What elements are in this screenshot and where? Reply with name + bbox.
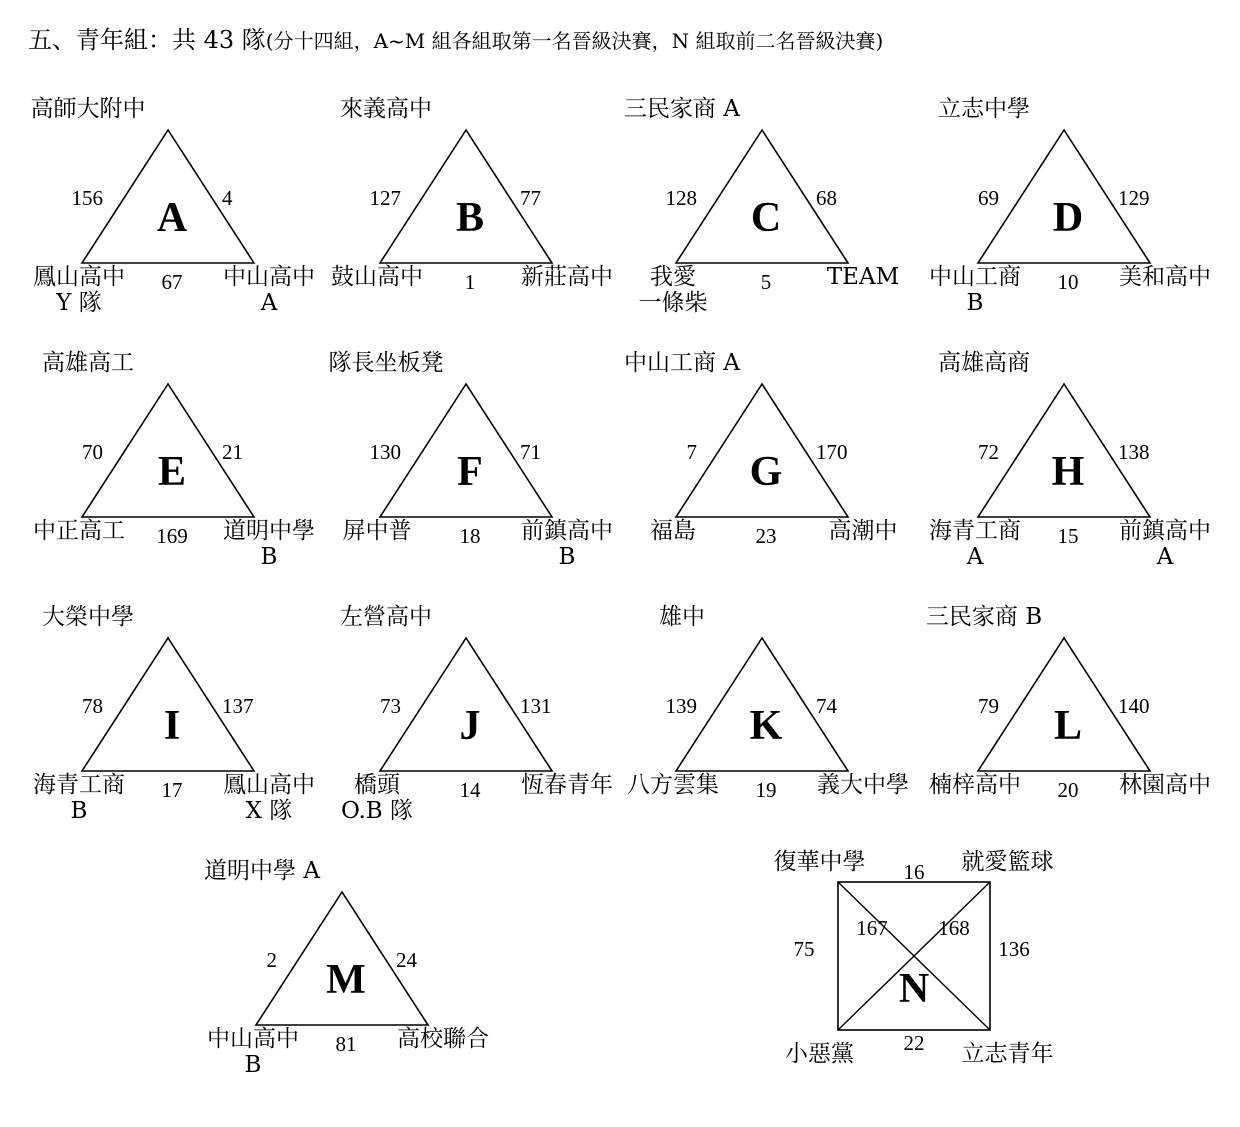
left-team-line1: 中山工商 — [929, 264, 1021, 290]
left-team-line1: 八方雲集 — [627, 772, 719, 798]
group-letter: F — [457, 449, 483, 495]
left-team — [618, 518, 728, 544]
group-top-team: 隊長坐板凳 — [328, 350, 444, 376]
left-edge-label: 78 — [82, 694, 103, 718]
right-team-line1: 美和高中 — [1119, 264, 1211, 290]
left-edge-label: 72 — [978, 440, 999, 464]
bottom-edge-label: 67 — [161, 270, 183, 294]
group-a — [4, 90, 315, 330]
bottom-edge-label: 169 — [156, 524, 188, 548]
left-team-line1: 楠梓高中 — [929, 772, 1021, 798]
group-letter: M — [326, 957, 366, 1003]
left-team — [920, 264, 1030, 316]
right-edge-label: 131 — [520, 694, 552, 718]
group-top-team: 雄中 — [659, 604, 705, 630]
group-e — [4, 344, 315, 584]
group-n-diag-right-label: 168 — [938, 916, 970, 940]
right-edge-label: 138 — [1118, 440, 1150, 464]
group-letter: A — [156, 195, 188, 241]
group-letter: L — [1053, 703, 1082, 749]
bottom-edge-label: 10 — [1057, 270, 1079, 294]
group-n-bottom-left-team: 小惡黨 — [785, 1041, 854, 1067]
bottom-edge-label: 17 — [161, 778, 183, 802]
left-team-line1: 鼓山高中 — [331, 264, 423, 290]
group-f — [302, 344, 613, 584]
group-top-team: 高雄高工 — [42, 350, 134, 376]
right-team-line1: TEAM — [826, 264, 900, 290]
right-edge-label: 4 — [222, 186, 233, 210]
left-edge-label: 7 — [686, 440, 697, 464]
group-h — [900, 344, 1211, 584]
right-team-line1: 前鎮高中 — [521, 518, 613, 544]
right-team — [388, 1026, 498, 1052]
group-d — [900, 90, 1211, 330]
left-team-line1: 福島 — [650, 518, 696, 544]
group-top-team: 大榮中學 — [42, 604, 134, 630]
left-team-line2: B — [70, 798, 88, 824]
group-n-top-right-team: 就愛籃球 — [961, 849, 1054, 875]
bottom-edge-label: 23 — [755, 524, 777, 548]
right-edge-label: 170 — [816, 440, 848, 464]
group-n-diag-left-label: 167 — [856, 916, 888, 940]
bottom-edge-label: 14 — [459, 778, 481, 802]
group-j — [302, 598, 613, 838]
right-team-line1: 恆春青年 — [521, 772, 613, 798]
left-team-line1: 屏中普 — [342, 518, 412, 544]
left-team-line2: O.B 隊 — [340, 798, 414, 824]
right-team — [1110, 518, 1220, 570]
left-team — [920, 772, 1030, 798]
left-team-line2: B — [966, 290, 984, 316]
right-team-line2: A — [260, 290, 278, 316]
left-team — [24, 772, 134, 824]
right-team-line1: 高潮中 — [828, 518, 898, 544]
title-subtitle: (分十四組，A~M 組各組取第一名晉級決賽，N 組取前二名晉級決賽) — [265, 29, 884, 53]
group-i — [4, 598, 315, 838]
right-edge-label: 68 — [816, 186, 837, 210]
group-letter: I — [163, 703, 181, 749]
group-letter: H — [1051, 449, 1085, 495]
left-team-line2: B — [244, 1052, 262, 1078]
left-team — [618, 772, 728, 798]
group-letter: B — [455, 195, 484, 241]
right-team-line1: 前鎮高中 — [1119, 518, 1211, 544]
left-edge-label: 79 — [978, 694, 999, 718]
group-top-team: 三民家商 B — [925, 604, 1043, 630]
right-edge-label: 140 — [1118, 694, 1150, 718]
bottom-edge-label: 81 — [335, 1032, 357, 1056]
left-team-line2: A — [966, 544, 984, 570]
document-title — [28, 20, 883, 55]
group-n-right-label: 136 — [998, 937, 1030, 961]
left-team — [24, 264, 134, 316]
left-team-line1: 中山高中 — [207, 1026, 299, 1052]
group-n-top-left-team: 復華中學 — [773, 849, 866, 875]
right-edge-label: 24 — [396, 948, 417, 972]
group-letter: D — [1052, 195, 1084, 241]
left-team-line2: 一條柴 — [638, 290, 708, 316]
right-team-line1: 鳳山高中 — [223, 772, 315, 798]
group-n-bottom-label: 22 — [903, 1031, 925, 1055]
left-team — [618, 264, 728, 316]
group-top-team: 高雄高商 — [938, 350, 1030, 376]
right-team-line1: 高校聯合 — [397, 1026, 489, 1052]
left-edge-label: 127 — [369, 186, 401, 210]
right-team-line1: 林園高中 — [1119, 772, 1211, 798]
group-top-team: 道明中學 A — [204, 858, 320, 884]
left-edge-label: 2 — [266, 948, 277, 972]
left-edge-label: 70 — [82, 440, 103, 464]
right-edge-label: 71 — [520, 440, 541, 464]
group-b — [302, 90, 613, 330]
group-l — [900, 598, 1211, 838]
left-team — [24, 518, 134, 544]
group-k — [598, 598, 909, 838]
group-g — [598, 344, 898, 584]
left-team — [198, 1026, 308, 1078]
left-team-line1: 我愛 — [650, 264, 696, 290]
left-edge-label: 139 — [665, 694, 697, 718]
left-team — [322, 518, 432, 544]
left-team-line2: Y 隊 — [56, 290, 102, 316]
left-team-line1: 橋頭 — [354, 772, 400, 798]
group-n — [760, 845, 1080, 1095]
left-edge-label: 128 — [665, 186, 697, 210]
group-letter: J — [459, 703, 481, 749]
right-team-line2: A — [1156, 544, 1174, 570]
bottom-edge-label: 20 — [1057, 778, 1079, 802]
right-team-line2: B — [260, 544, 278, 570]
group-letter: E — [157, 449, 186, 495]
group-c — [598, 90, 898, 330]
group-letter: C — [750, 195, 782, 241]
group-m — [178, 852, 489, 1092]
group-letter: G — [749, 449, 783, 495]
left-team — [920, 518, 1030, 570]
group-top-team: 三民家商 A — [624, 96, 740, 122]
right-team-line2: X 隊 — [245, 798, 293, 824]
right-team-line2: B — [558, 544, 576, 570]
group-letter: K — [749, 703, 783, 749]
right-team — [1110, 264, 1220, 290]
right-team-line1: 義大中學 — [817, 772, 909, 798]
right-edge-label: 77 — [520, 186, 541, 210]
right-edge-label: 129 — [1118, 186, 1150, 210]
left-team — [322, 772, 432, 824]
left-edge-label: 73 — [380, 694, 401, 718]
left-team-line1: 海青工商 — [33, 772, 125, 798]
right-edge-label: 74 — [816, 694, 837, 718]
group-n-letter: N — [898, 966, 930, 1012]
bottom-edge-label: 18 — [459, 524, 481, 548]
bottom-edge-label: 15 — [1057, 524, 1079, 548]
right-team-line1: 道明中學 — [223, 518, 315, 544]
left-team-line1: 鳳山高中 — [33, 264, 125, 290]
group-top-team: 中山工商 A — [624, 350, 740, 376]
right-edge-label: 137 — [222, 694, 254, 718]
group-top-team: 立志中學 — [938, 96, 1030, 122]
right-team — [1110, 772, 1220, 798]
right-team-line1: 中山高中 — [223, 264, 315, 290]
group-n-top-label: 16 — [903, 860, 925, 884]
right-team-line1: 新莊高中 — [521, 264, 613, 290]
bottom-edge-label: 1 — [464, 270, 476, 294]
left-team-line1: 中正高工 — [33, 518, 125, 544]
bottom-edge-label: 19 — [755, 778, 777, 802]
left-team — [322, 264, 432, 290]
group-top-team: 左營高中 — [340, 604, 432, 630]
group-top-team: 來義高中 — [340, 96, 432, 122]
group-n-left-label: 75 — [793, 937, 815, 961]
left-edge-label: 69 — [978, 186, 999, 210]
bottom-edge-label: 5 — [760, 270, 772, 294]
group-top-team: 高師大附中 — [30, 96, 146, 122]
title-main: 五、青年組：共 43 隊 — [28, 26, 266, 54]
group-n-bottom-right-team: 立志青年 — [961, 1041, 1054, 1067]
left-team-line1: 海青工商 — [929, 518, 1021, 544]
right-edge-label: 21 — [222, 440, 243, 464]
left-edge-label: 130 — [369, 440, 401, 464]
left-edge-label: 156 — [71, 186, 103, 210]
